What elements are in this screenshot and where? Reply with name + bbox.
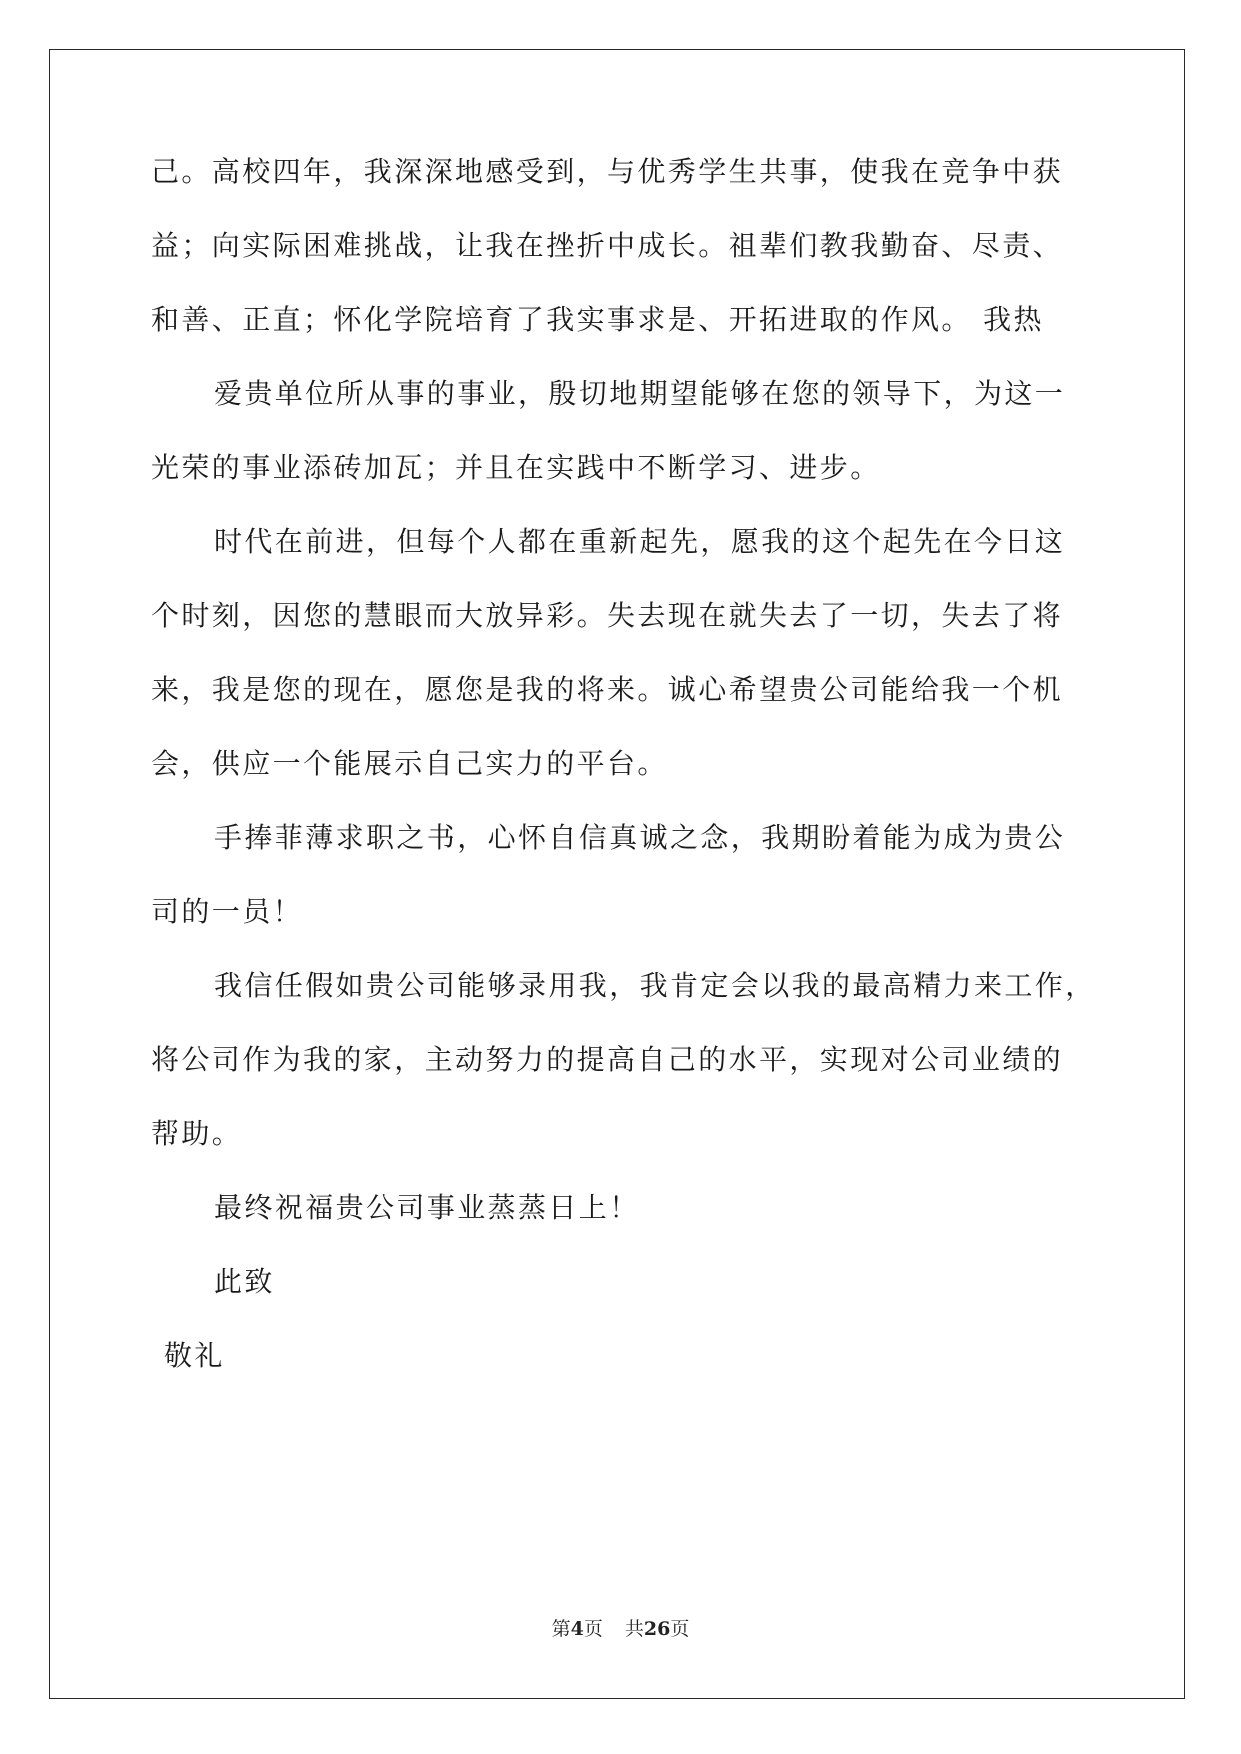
text-line: 帮助。 [151, 1117, 243, 1150]
page-footer [0, 1614, 1241, 1641]
text-line: 来，我是您的现在，愿您是我的将来。诚心希望贵公司能给我一个机 [151, 673, 1064, 706]
text-line: 时代在前进，但每个人都在重新起先，愿我的这个起先在今日这 [214, 525, 1066, 558]
text-line: 将公司作为我的家，主动努力的提高自己的水平，实现对公司业绩的 [151, 1043, 1064, 1076]
text-line: 会，供应一个能展示自己实力的平台。 [151, 747, 668, 780]
text-line: 司的一员！ [151, 895, 304, 928]
text-line: 我信任假如贵公司能够录用我，我肯定会以我的最高精力来工作， [214, 969, 1096, 1002]
text-line: 己。高校四年，我深深地感受到，与优秀学生共事，使我在竞争中获 [151, 155, 1064, 188]
page-number: 4 [570, 1618, 584, 1640]
footer-total-suffix: 页 [670, 1618, 690, 1640]
text-line: 光荣的事业添砖加瓦；并且在实践中不断学习、进步。 [151, 451, 881, 484]
text-line: 最终祝福贵公司事业蒸蒸日上！ [214, 1191, 640, 1224]
total-pages: 26 [643, 1618, 671, 1640]
footer-total-prefix: 共 [624, 1618, 644, 1640]
text-line: 爱贵单位所从事的事业，殷切地期望能够在您的领导下，为这一 [214, 377, 1066, 410]
text-line: 益；向实际困难挑战，让我在挫折中成长。祖辈们教我勤奋、尽责、 [151, 229, 1064, 262]
footer-page-suffix: 页 [583, 1618, 603, 1640]
text-line: 和善、正直；怀化学院培育了我实事求是、开拓进取的作风。 我热 [151, 303, 1044, 336]
footer-prefix: 第 [551, 1618, 571, 1640]
closing-regards: 敬礼 [164, 1339, 225, 1372]
closing-salutation: 此致 [214, 1265, 275, 1298]
page-border [49, 49, 1185, 1699]
text-line: 个时刻，因您的慧眼而大放异彩。失去现在就失去了一切，失去了将 [151, 599, 1064, 632]
text-line: 手捧菲薄求职之书，心怀自信真诚之念，我期盼着能为成为贵公 [214, 821, 1066, 854]
